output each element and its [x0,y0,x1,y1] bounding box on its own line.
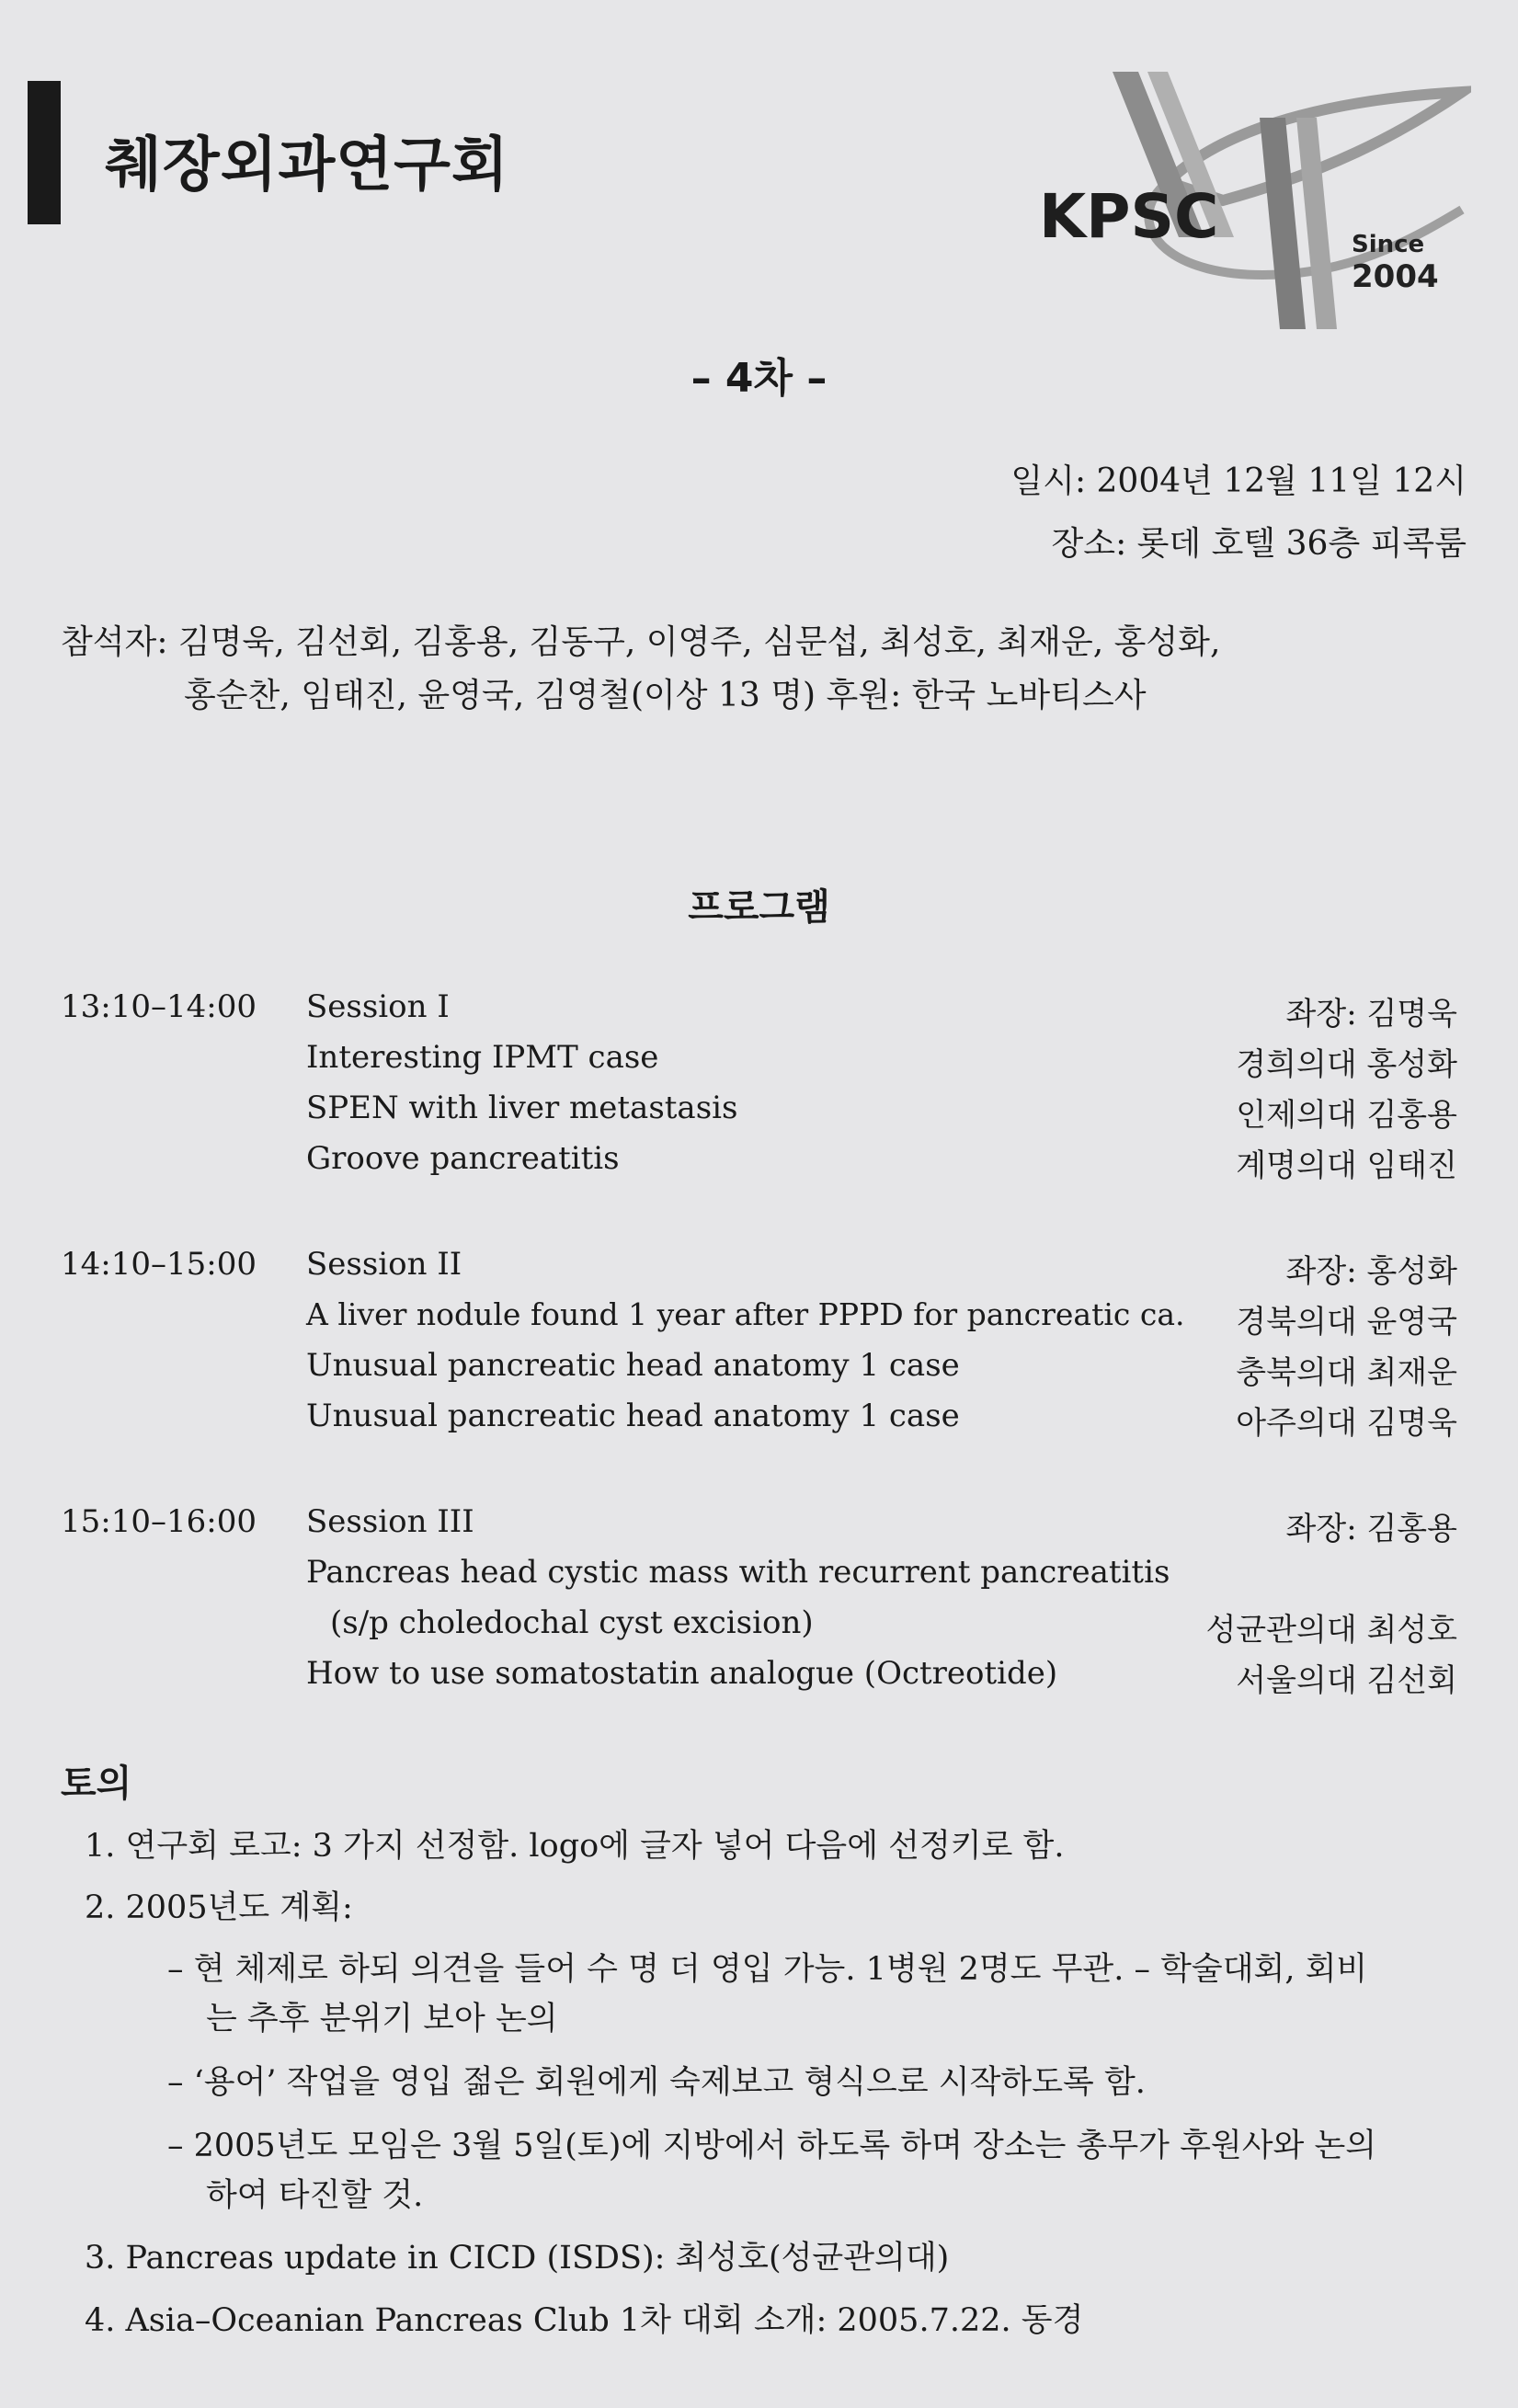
talk-speaker: 계명의대 임태진 [1236,1147,1457,1184]
discussion-subitem-continued: 는 추후 분위기 보아 논의 [206,2001,558,2037]
kpsc-logo [1030,72,1471,348]
discussion-item: 4. Asia–Oceanian Pancreas Club 1차 대회 소개: 2005.7.22. 동경 [85,2302,1084,2339]
session-time: 15:10–16:00 [61,1503,257,1540]
talk-title: Unusual pancreatic head anatomy 1 case [306,1398,960,1434]
discussion-item: 1. 연구회 로고: 3 가지 선정함. logo에 글자 넣어 다음에 선정키로 함. [85,1828,1065,1865]
session-block [61,1246,1457,1448]
talk-title: Pancreas head cystic mass with recurrent pancreatitis [306,1554,1170,1591]
discussion-subitem-continued: 하여 타진할 것. [206,2177,424,2214]
talk-speaker: 성균관의대 최성호 [1205,1612,1457,1649]
session-block [61,988,1457,1191]
session-title: Session III [306,1503,474,1540]
session-number: – 4차 – [691,355,827,402]
discussion-subitem: – 2005년도 모임은 3월 5일(토)에 지방에서 하도록 하며 장소는 총무가 후원사와 논의 [167,2128,1377,2164]
session-chair: 좌장: 김명욱 [1285,996,1457,1033]
talk-title: SPEN with liver metastasis [306,1090,738,1126]
talk-speaker: 아주의대 김명욱 [1236,1405,1457,1442]
session-chair: 좌장: 김홍용 [1285,1511,1457,1547]
session-chair: 좌장: 홍성화 [1285,1253,1457,1290]
discussion-item: 3. Pancreas update in CICD (ISDS): 최성호(성균관의대) [85,2240,950,2277]
talk-title: Groove pancreatitis [306,1140,620,1177]
logo-since-label: Since [1352,231,1425,258]
talk-title: Unusual pancreatic head anatomy 1 case [306,1347,960,1384]
meeting-date: 일시: 2004년 12월 11일 12시 [1010,462,1467,500]
attendees-line-2: 홍순찬, 임태진, 윤영국, 김영철(이상 13 명) 후원: 한국 노바티스사 [184,677,1147,714]
session-title: Session I [306,988,450,1025]
talk-speaker: 인제의대 김홍용 [1236,1097,1457,1134]
title-accent-bar [28,81,61,224]
talk-title: Interesting IPMT case [306,1039,659,1076]
attendees-line-1: 참석자: 김명욱, 김선회, 김홍용, 김동구, 이영주, 심문섭, 최성호, 최재운, 홍성화, [61,623,1221,661]
talk-speaker: 경북의대 윤영국 [1236,1304,1457,1341]
discussion-item: 2. 2005년도 계획: [85,1889,353,1926]
talk-title: How to use somatostatin analogue (Octreotide) [306,1655,1058,1692]
talk-title-continued: (s/p choledochal cyst excision) [330,1604,814,1641]
attendees [61,616,1220,723]
program-title: 프로그램 [688,886,830,929]
meeting-place: 장소: 롯데 호텔 36층 피콕룸 [1051,525,1467,563]
talk-speaker: 서울의대 김선회 [1236,1662,1457,1699]
talk-speaker: 경희의대 홍성화 [1236,1046,1457,1083]
session-title: Session II [306,1246,462,1283]
talk-title: A liver nodule found 1 year after PPPD for pancreatic ca. [306,1296,1185,1332]
logo-since-year: 2004 [1352,258,1439,295]
session-time: 14:10–15:00 [61,1246,257,1283]
page-title: 췌장외과연구회 [105,131,509,200]
session-block [61,1503,1457,1706]
discussion-subitem: – ‘용어’ 작업을 영입 젊은 회원에게 숙제보고 형식으로 시작하도록 함. [167,2064,1146,2101]
logo-acronym: KPSC [1039,181,1219,252]
session-time: 13:10–14:00 [61,988,257,1025]
discussion-subitem: – 현 체제로 하되 의견을 들어 수 명 더 영입 가능. 1병원 2명도 무관. – 학술대회, 회비 [167,1951,1368,1988]
talk-speaker: 충북의대 최재운 [1236,1354,1457,1391]
discussion-title: 토의 [61,1763,132,1805]
